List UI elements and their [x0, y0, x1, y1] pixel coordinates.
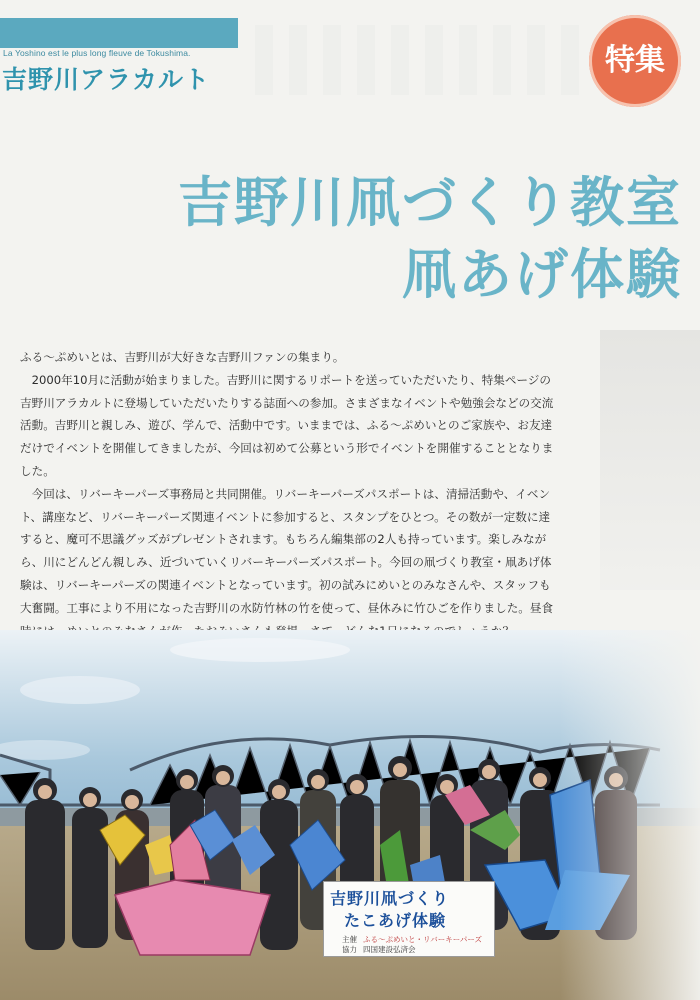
headline-line-1: 吉野川凧づくり教室 [178, 171, 682, 234]
sign-organizer-value: ふる～ぷめいと・リバーキーパーズ [363, 935, 483, 944]
sign-title-line-2: たこあげ体験 [344, 911, 447, 930]
faded-background-pattern [255, 25, 585, 95]
article-body [20, 346, 560, 642]
headline-line-2: 凧あげ体験 [402, 243, 682, 306]
faded-side-panel [600, 330, 700, 590]
sign-support-value: 四国建設弘済会 [363, 945, 416, 954]
sign-title-line-1: 吉野川凧づくり [330, 889, 450, 908]
feature-badge-label: 特集 [605, 43, 665, 78]
article-paragraph: 今回は、リバーキーパーズ事務局と共同開催。リバーキーパーズパスポートは、清掃活動や、イベント、講座など、リバーキーパーズ関連イベントに参加すると、スタンプをひとつ。その数が一定数に達すると、魔可不思議グッズがプレゼントされます。もちろん編集部の2人も持っています。楽しみながら、川にどんどん親しみ、近づいていくリバーキーパーズパスポート。今回の凧づくり教室・凧あげ体験は、リバーキーパーズの関連イベントとなっています。初の試みにめいとのみなさんや、スタッフも大奮闘。工事により不用になった吉野川の水防竹林の竹を使って、昼休みに竹ひごを作りました。昼食 [20, 486, 554, 615]
article-paragraph: 2000年10月に活動が始まりました。吉野川に関するリポートを送っていただいたり、特集ページの吉野川アラカルトに登場していただいたりする誌面への参加。さまざまなイベントや勉強会などの交流活動。吉野川と親しみ、遊び、学んで、活動中です。いままでは、ふる～ぷめいとのご家族や、お友達だけでイベントを開催してきましたが、今回は初めて公募という形でイベントを開催することとなりました。 [20, 372, 554, 478]
series-title: 吉野川アラカルト [2, 65, 211, 94]
feature-badge [589, 15, 681, 107]
series-header-bar [0, 18, 238, 48]
sign-organizer-label: 主催 [342, 935, 357, 944]
sign-support-label: 協力 [342, 945, 357, 954]
article-paragraph: ふる～ぷめいとは、吉野川が大好きな吉野川ファンの集まり。 [20, 350, 345, 364]
sign-support-row [342, 944, 416, 955]
event-sign-board [323, 881, 495, 957]
series-subtitle: La Yoshino est le plus long fleuve de Tokushima. [3, 48, 191, 58]
